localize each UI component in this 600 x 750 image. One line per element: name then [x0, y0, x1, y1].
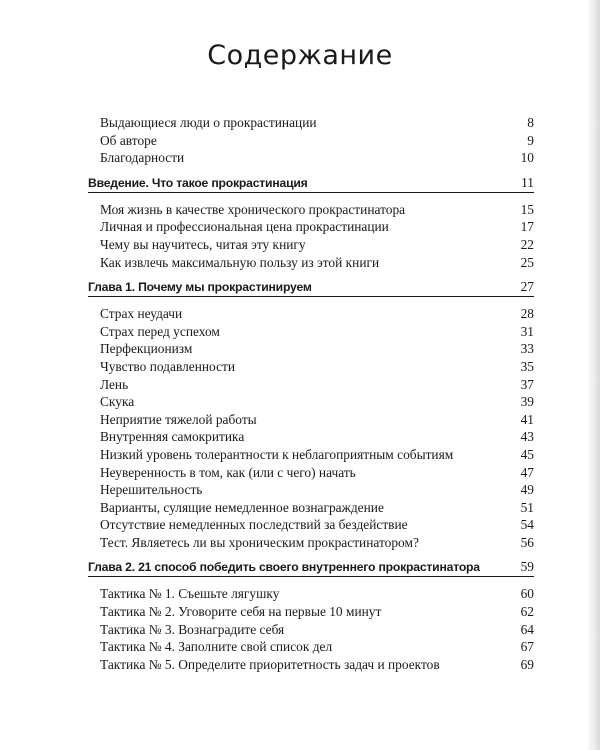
section-heading-chapter-1[interactable]: [88, 277, 534, 297]
toc-entry[interactable]: [88, 499, 534, 517]
toc-entry[interactable]: [88, 464, 534, 482]
toc-entry-page: 41: [520, 411, 534, 427]
toc-entry[interactable]: [88, 254, 534, 272]
toc-entry-title: Выдающиеся люди о прокрастинации: [100, 115, 317, 130]
toc-entry-title: Низкий уровень толерантности к неблагоприятным событиям: [100, 446, 454, 462]
toc-entry-title: Тактика № 4. Заполните свой список дел: [100, 639, 333, 655]
toc-entry[interactable]: [88, 149, 534, 167]
section-heading-title: Глава 2. 21 способ победить своего внутреннего прокрастинатора: [88, 560, 480, 575]
toc-entry-title: Тактика № 2. Уговорите себя на первые 10 минут: [100, 604, 382, 620]
toc-entry[interactable]: [88, 446, 534, 464]
toc-entry[interactable]: [88, 428, 534, 446]
toc-entry-title: Неприятие тяжелой работы: [100, 411, 257, 427]
toc-entry-page: 9: [527, 132, 534, 148]
toc-entry-page: 10: [520, 150, 534, 166]
toc-entry-page: 45: [520, 446, 534, 462]
toc-entry[interactable]: [88, 534, 534, 552]
toc-entry-title: Варианты, сулящие немедленное вознаграждение: [100, 499, 384, 515]
toc-entry-title: Об авторе: [100, 132, 157, 148]
toc-entry-page: 37: [520, 376, 534, 392]
toc-entry-page: 51: [520, 499, 534, 515]
toc-entry-title: Лень: [100, 376, 129, 392]
toc-entry-page: 69: [520, 656, 534, 672]
toc-entry-title: Тактика № 5. Определите приоритетность задач и проектов: [100, 656, 440, 672]
toc-entry-title: Отсутствие немедленных последствий за бездействие: [100, 517, 408, 533]
toc-entry-page: 49: [520, 482, 534, 498]
page-title: Содержание: [207, 40, 393, 71]
toc-entry[interactable]: [88, 603, 534, 621]
toc-entry[interactable]: [88, 585, 534, 603]
toc-entry[interactable]: [88, 132, 534, 150]
toc-entry-page: 56: [520, 534, 534, 550]
front-matter-section: [88, 114, 534, 167]
toc-entry-page: 33: [520, 341, 534, 357]
page-edge-shadow: [586, 0, 600, 750]
toc-entry-title: Чувство подавленности: [100, 358, 236, 374]
toc-entry-page: 15: [520, 201, 534, 217]
toc-entry-title: Как извлечь максимальную пользу из этой книги: [100, 254, 380, 270]
toc-entry[interactable]: [88, 218, 534, 236]
toc-entry-page: 47: [520, 464, 534, 480]
toc-entry-title: Тактика № 1. Съешьте лягушку: [100, 586, 280, 602]
toc-entry[interactable]: [88, 358, 534, 376]
toc-entry-title: Тактика № 3. Вознаградите себя: [100, 621, 285, 637]
section-heading-page: 59: [520, 559, 534, 575]
toc-entry[interactable]: [88, 305, 534, 323]
toc-entry[interactable]: [88, 481, 534, 499]
toc-entry[interactable]: [88, 201, 534, 219]
toc-entry[interactable]: [88, 638, 534, 656]
toc-entry[interactable]: [88, 516, 534, 534]
toc-entry-page: 28: [520, 306, 534, 322]
toc-entry[interactable]: [88, 393, 534, 411]
section-heading-intro[interactable]: [88, 173, 534, 193]
toc-entry-page: 8: [527, 115, 534, 130]
toc-entry-title: Нерешительность: [100, 482, 203, 498]
table-of-contents: [88, 114, 534, 673]
toc-entry-title: Моя жизнь в качестве хронического прокрастинатора: [100, 201, 406, 217]
chapter-2-section: [88, 557, 534, 673]
toc-entry-title: Благодарности: [100, 150, 185, 166]
toc-entry-title: Страх перед успехом: [100, 323, 220, 339]
toc-entry-title: Скука: [100, 394, 135, 410]
toc-entry-page: 62: [520, 604, 534, 620]
section-heading-chapter-2[interactable]: [88, 557, 534, 577]
section-heading-page: 11: [521, 174, 534, 190]
intro-section: [88, 173, 534, 271]
toc-entry-page: 60: [520, 586, 534, 602]
section-heading-title: Глава 1. Почему мы прокрастинируем: [88, 280, 312, 295]
toc-entry-title: Неуверенность в том, как (или с чего) начать: [100, 464, 356, 480]
toc-entry-title: Чему вы научитесь, читая эту книгу: [100, 236, 306, 252]
toc-entry[interactable]: [88, 621, 534, 639]
chapter-1-section: [88, 277, 534, 551]
toc-entry[interactable]: [88, 323, 534, 341]
section-heading-page: 27: [520, 279, 534, 295]
toc-entry-page: 22: [520, 236, 534, 252]
toc-entry-page: 67: [520, 639, 534, 655]
toc-entry-title: Тест. Являетесь ли вы хроническим прокрастинатором?: [100, 534, 419, 550]
toc-entry-page: 17: [520, 219, 534, 235]
toc-entry[interactable]: [88, 114, 534, 132]
toc-entry-page: 35: [520, 358, 534, 374]
toc-entry-page: 54: [520, 517, 534, 533]
toc-entry-page: 31: [520, 323, 534, 339]
toc-entry[interactable]: [88, 340, 534, 358]
section-heading-title: Введение. Что такое прокрастинация: [88, 175, 308, 190]
toc-entry[interactable]: [88, 656, 534, 674]
toc-entry-page: 64: [520, 621, 534, 637]
toc-entry[interactable]: [88, 376, 534, 394]
toc-entry-page: 43: [520, 429, 534, 445]
toc-entry-page: 25: [520, 254, 534, 270]
toc-entry[interactable]: [88, 236, 534, 254]
toc-entry-page: 39: [520, 394, 534, 410]
toc-entry-title: Страх неудачи: [100, 306, 183, 322]
toc-entry-title: Личная и профессиональная цена прокрастинации: [100, 219, 389, 235]
toc-entry-title: Перфекционизм: [100, 341, 193, 357]
toc-entry[interactable]: [88, 411, 534, 429]
toc-entry-title: Внутренняя самокритика: [100, 429, 245, 445]
